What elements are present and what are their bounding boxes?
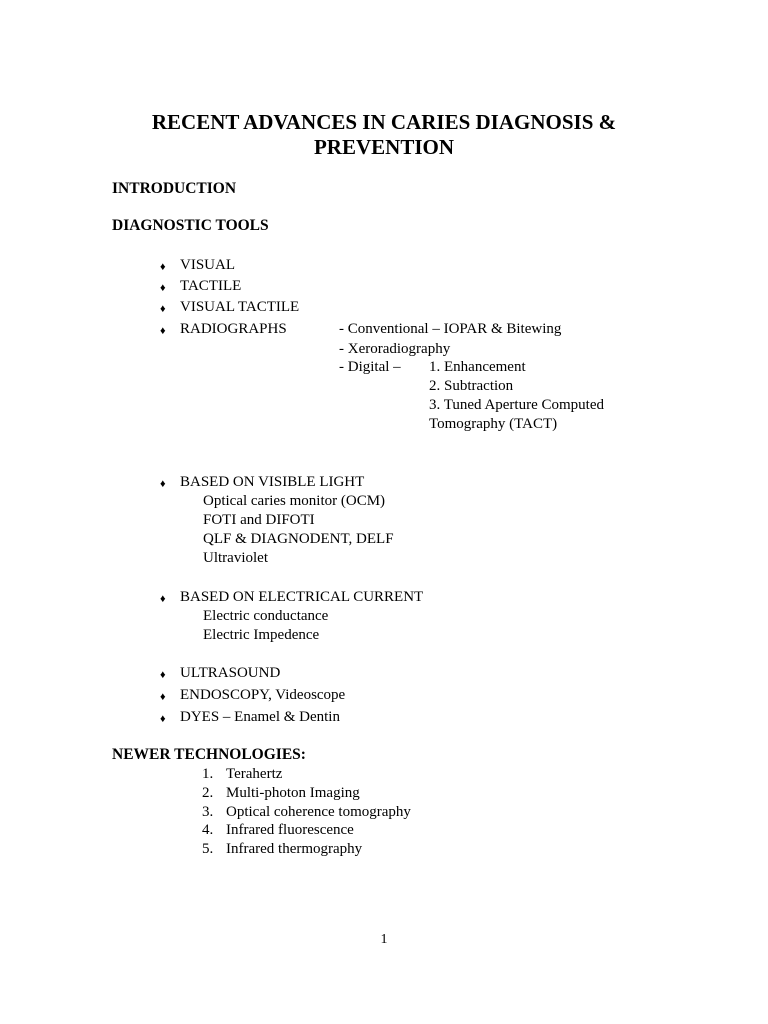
heading-diagnostic-tools: DIAGNOSTIC TOOLS <box>112 217 269 234</box>
bullet-icon: ♦ <box>160 669 166 681</box>
digital-item: 1. Enhancement <box>429 359 526 375</box>
bullet-icon: ♦ <box>160 282 166 294</box>
page-number: 1 <box>380 932 388 947</box>
visible-light-item: FOTI and DIFOTI <box>203 512 315 528</box>
newer-tech-item: Infrared fluorescence <box>226 822 354 838</box>
electrical-current-item: Electric Impedence <box>203 627 320 643</box>
heading-introduction: INTRODUCTION <box>112 180 237 197</box>
title-line-2: PREVENTION <box>313 135 455 159</box>
electrical-current-item: Electric conductance <box>203 608 329 624</box>
bullet-icon: ♦ <box>160 325 166 337</box>
newer-tech-number: 3. <box>202 804 214 820</box>
newer-tech-item: Optical coherence tomography <box>226 804 411 820</box>
visible-light-label: BASED ON VISIBLE LIGHT <box>180 474 365 490</box>
digital-item: 3. Tuned Aperture Computed <box>429 397 604 413</box>
electrical-current-label: BASED ON ELECTRICAL CURRENT <box>180 589 424 605</box>
newer-tech-item: Infrared thermography <box>226 841 363 857</box>
radiograph-conventional: - Conventional – IOPAR & Bitewing <box>339 321 562 337</box>
bullet-icon: ♦ <box>160 303 166 315</box>
heading-newer-technologies: NEWER TECHNOLOGIES: <box>112 746 306 763</box>
visible-light-item: Ultraviolet <box>203 550 268 566</box>
newer-tech-number: 2. <box>202 785 214 801</box>
tool-item: RADIOGRAPHS <box>180 321 287 337</box>
radiograph-xeroradiography: - Xeroradiography <box>339 341 451 357</box>
newer-tech-item: Terahertz <box>226 766 283 782</box>
visible-light-item: Optical caries monitor (OCM) <box>203 493 386 509</box>
title-line-1: RECENT ADVANCES IN CARIES DIAGNOSIS & <box>151 110 617 134</box>
visible-light-item: QLF & DIAGNODENT, DELF <box>203 531 394 547</box>
tool-item: VISUAL TACTILE <box>180 299 300 315</box>
tool-item: VISUAL <box>180 257 235 273</box>
bullet-icon: ♦ <box>160 478 166 490</box>
newer-tech-number: 4. <box>202 822 214 838</box>
tool-item: TACTILE <box>180 278 242 294</box>
bullet-icon: ♦ <box>160 261 166 273</box>
bullet-icon: ♦ <box>160 593 166 605</box>
other-tool-item: ULTRASOUND <box>180 665 281 681</box>
bullet-icon: ♦ <box>160 691 166 703</box>
newer-tech-number: 1. <box>202 766 214 782</box>
newer-tech-item: Multi-photon Imaging <box>226 785 360 801</box>
other-tool-item: ENDOSCOPY, Videoscope <box>180 687 346 703</box>
bullet-icon: ♦ <box>160 713 166 725</box>
digital-item: Tomography (TACT) <box>429 416 558 432</box>
digital-item: 2. Subtraction <box>429 378 514 394</box>
radiograph-digital: - Digital – <box>339 359 401 375</box>
other-tool-item: DYES – Enamel & Dentin <box>180 709 340 725</box>
newer-tech-number: 5. <box>202 841 214 857</box>
